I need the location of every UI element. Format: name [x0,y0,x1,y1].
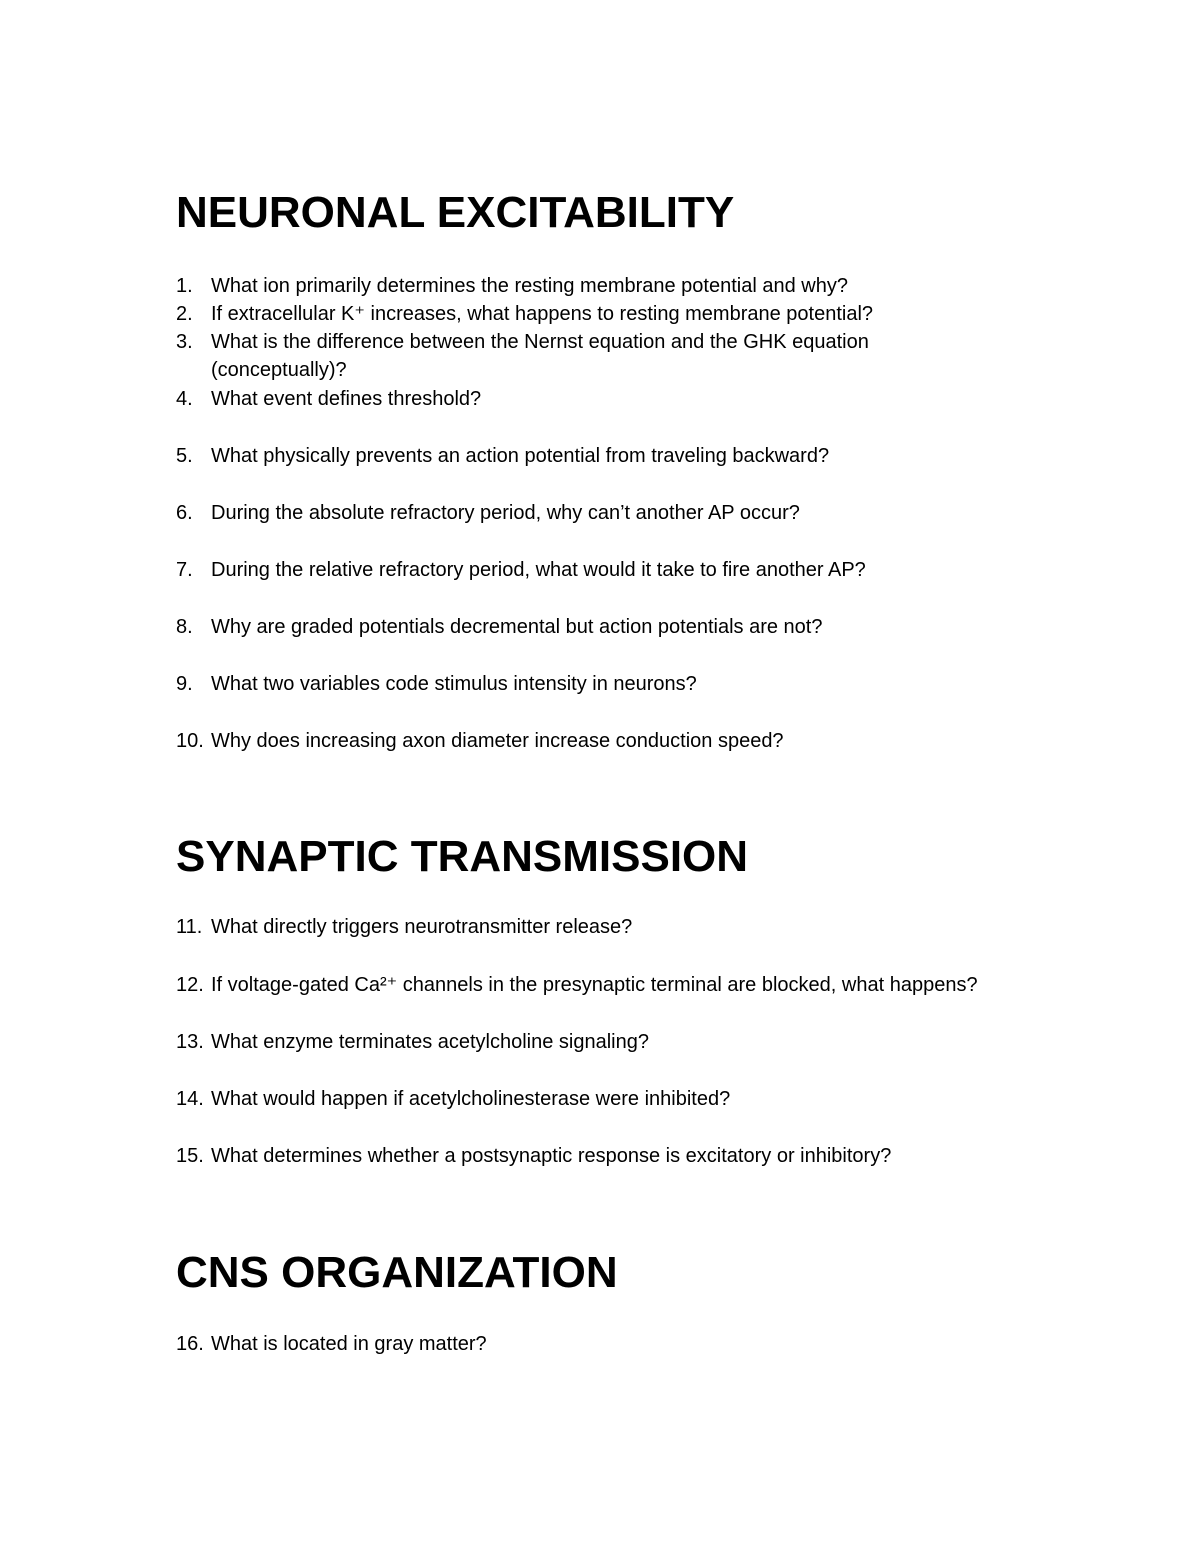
question-text: What is the difference between the Nernst equation and the GHK equation [211,331,869,353]
question-number: 13. [176,1031,204,1053]
question-number: 10. [176,730,204,752]
question-text: During the absolute refractory period, why can’t another AP occur? [211,502,800,524]
question-text-continuation: (conceptually)? [211,359,347,381]
question-number: 5. [176,445,193,467]
question-number: 16. [176,1333,204,1355]
question-text: What directly triggers neurotransmitter release? [211,916,633,938]
section-heading-neuronal-excitability: NEURONAL EXCITABILITY [176,188,735,237]
question-number: 7. [176,559,193,581]
question-text: What determines whether a postsynaptic response is excitatory or inhibitory? [211,1145,892,1167]
question-number: 15. [176,1145,204,1167]
question-text: If voltage-gated Ca²⁺ channels in the presynaptic terminal are blocked, what happens? [211,974,978,996]
question-text: What event defines threshold? [211,388,482,410]
question-number: 3. [176,331,193,353]
question-number: 4. [176,388,193,410]
question-number: 2. [176,303,193,325]
question-number: 1. [176,275,193,297]
question-text: What would happen if acetylcholinesterase were inhibited? [211,1088,731,1110]
question-text: Why are graded potentials decremental but action potentials are not? [211,616,823,638]
question-text: What enzyme terminates acetylcholine signaling? [211,1031,649,1053]
question-text: What is located in gray matter? [211,1333,487,1355]
question-text: What ion primarily determines the resting membrane potential and why? [211,275,848,297]
question-text: During the relative refractory period, what would it take to fire another AP? [211,559,866,581]
question-text: Why does increasing axon diameter increase conduction speed? [211,730,784,752]
question-number: 11. [176,916,203,938]
question-text: If extracellular K⁺ increases, what happens to resting membrane potential? [211,303,874,325]
section-heading-cns-organization: CNS ORGANIZATION [176,1248,618,1297]
question-number: 9. [176,673,193,695]
question-number: 12. [176,974,204,996]
question-number: 6. [176,502,193,524]
question-number: 8. [176,616,193,638]
question-text: What two variables code stimulus intensity in neurons? [211,673,697,695]
question-text: What physically prevents an action potential from traveling backward? [211,445,830,467]
question-number: 14. [176,1088,204,1110]
section-heading-synaptic-transmission: SYNAPTIC TRANSMISSION [176,832,749,881]
